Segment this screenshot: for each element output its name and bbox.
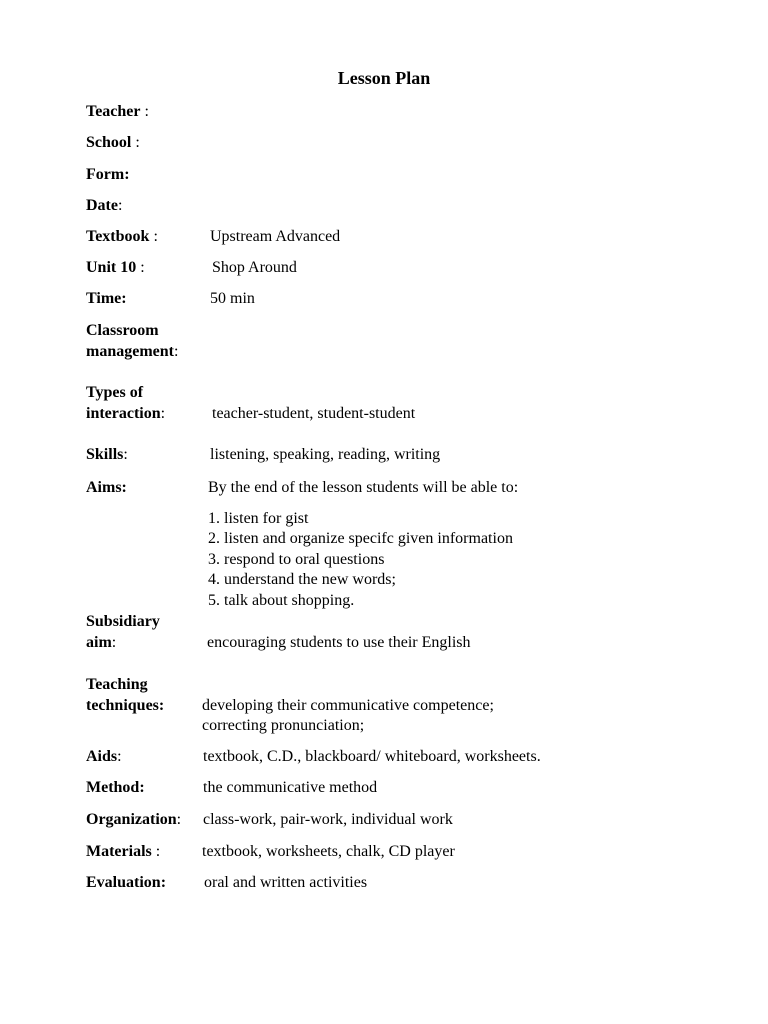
textbook-label [86,227,158,247]
unit-colon: : [136,259,145,276]
aims-item-5: 5. talk about shopping. [208,592,355,609]
classroom-label-line1: Classroom [86,322,159,339]
subsidiary-colon: : [111,634,117,651]
method-value: the communicative method [203,779,378,796]
time-value: 50 min [210,290,255,307]
materials-colon: : [151,843,161,860]
interaction-colon: : [160,405,166,422]
organization-label-text: Organization [86,811,177,828]
page-title: Lesson Plan [337,68,431,88]
date-colon: : [117,197,123,214]
skills-colon: : [123,446,128,463]
classroom-colon: : [173,343,179,360]
time-label: Time: [86,290,127,307]
subsidiary-label-line2-text: aim [86,634,112,651]
skills-label-text: Skills [86,446,124,463]
school-label-text: School [86,134,132,151]
aims-intro: By the end of the lesson students will be able to: [208,479,519,496]
classroom-label-line2-text: management [86,343,174,360]
date-label-text: Date [86,197,118,214]
date-label [86,196,122,216]
skills-label [86,445,128,465]
aids-label-text: Aids [86,748,118,765]
teacher-colon: : [140,103,149,120]
aims-item-1: 1. listen for gist [208,510,309,527]
aims-item-4: 4. understand the new words; [208,571,396,588]
aids-value: textbook, C.D., blackboard/ whiteboard, worksheets. [203,748,541,765]
unit-label [86,258,145,278]
aims-item-3: 3. respond to oral questions [208,551,385,568]
school-colon: : [131,134,140,151]
aids-colon: : [117,748,122,765]
skills-value: listening, speaking, reading, writing [210,446,441,463]
unit-value: Shop Around [212,259,297,276]
form-label: Form: [86,166,130,183]
materials-label [86,842,160,862]
textbook-value: Upstream Advanced [210,228,341,245]
techniques-value-1: developing their communicative competence; [202,697,494,714]
techniques-label-line1: Teaching [86,676,148,693]
evaluation-value: oral and written activities [204,874,368,891]
techniques-label-line2: techniques: [86,697,165,714]
subsidiary-label-line1: Subsidiary [86,613,160,630]
unit-label-text: Unit 10 [86,259,137,276]
classroom-label-line2 [86,342,178,362]
materials-label-text: Materials [86,843,152,860]
aims-item-2: 2. listen and organize specifc given information [208,530,513,547]
interaction-value: teacher-student, student-student [212,405,416,422]
teacher-label [86,102,149,122]
method-label: Method: [86,779,145,796]
subsidiary-value: encouraging students to use their English [207,634,471,651]
organization-colon: : [176,811,182,828]
organization-value: class-work, pair-work, individual work [203,811,453,828]
aims-label: Aims: [86,479,127,496]
teacher-label-text: Teacher [86,103,141,120]
interaction-label-line2 [86,404,165,424]
organization-label [86,810,181,830]
textbook-label-text: Textbook [86,228,150,245]
interaction-label-line2-text: interaction [86,405,161,422]
aids-label [86,747,122,767]
textbook-colon: : [149,228,158,245]
interaction-label-line1: Types of [86,384,144,401]
materials-value: textbook, worksheets, chalk, CD player [202,843,455,860]
school-label [86,133,140,153]
techniques-value-2: correcting pronunciation; [202,717,365,734]
subsidiary-label-line2 [86,633,116,653]
evaluation-label: Evaluation: [86,874,167,891]
